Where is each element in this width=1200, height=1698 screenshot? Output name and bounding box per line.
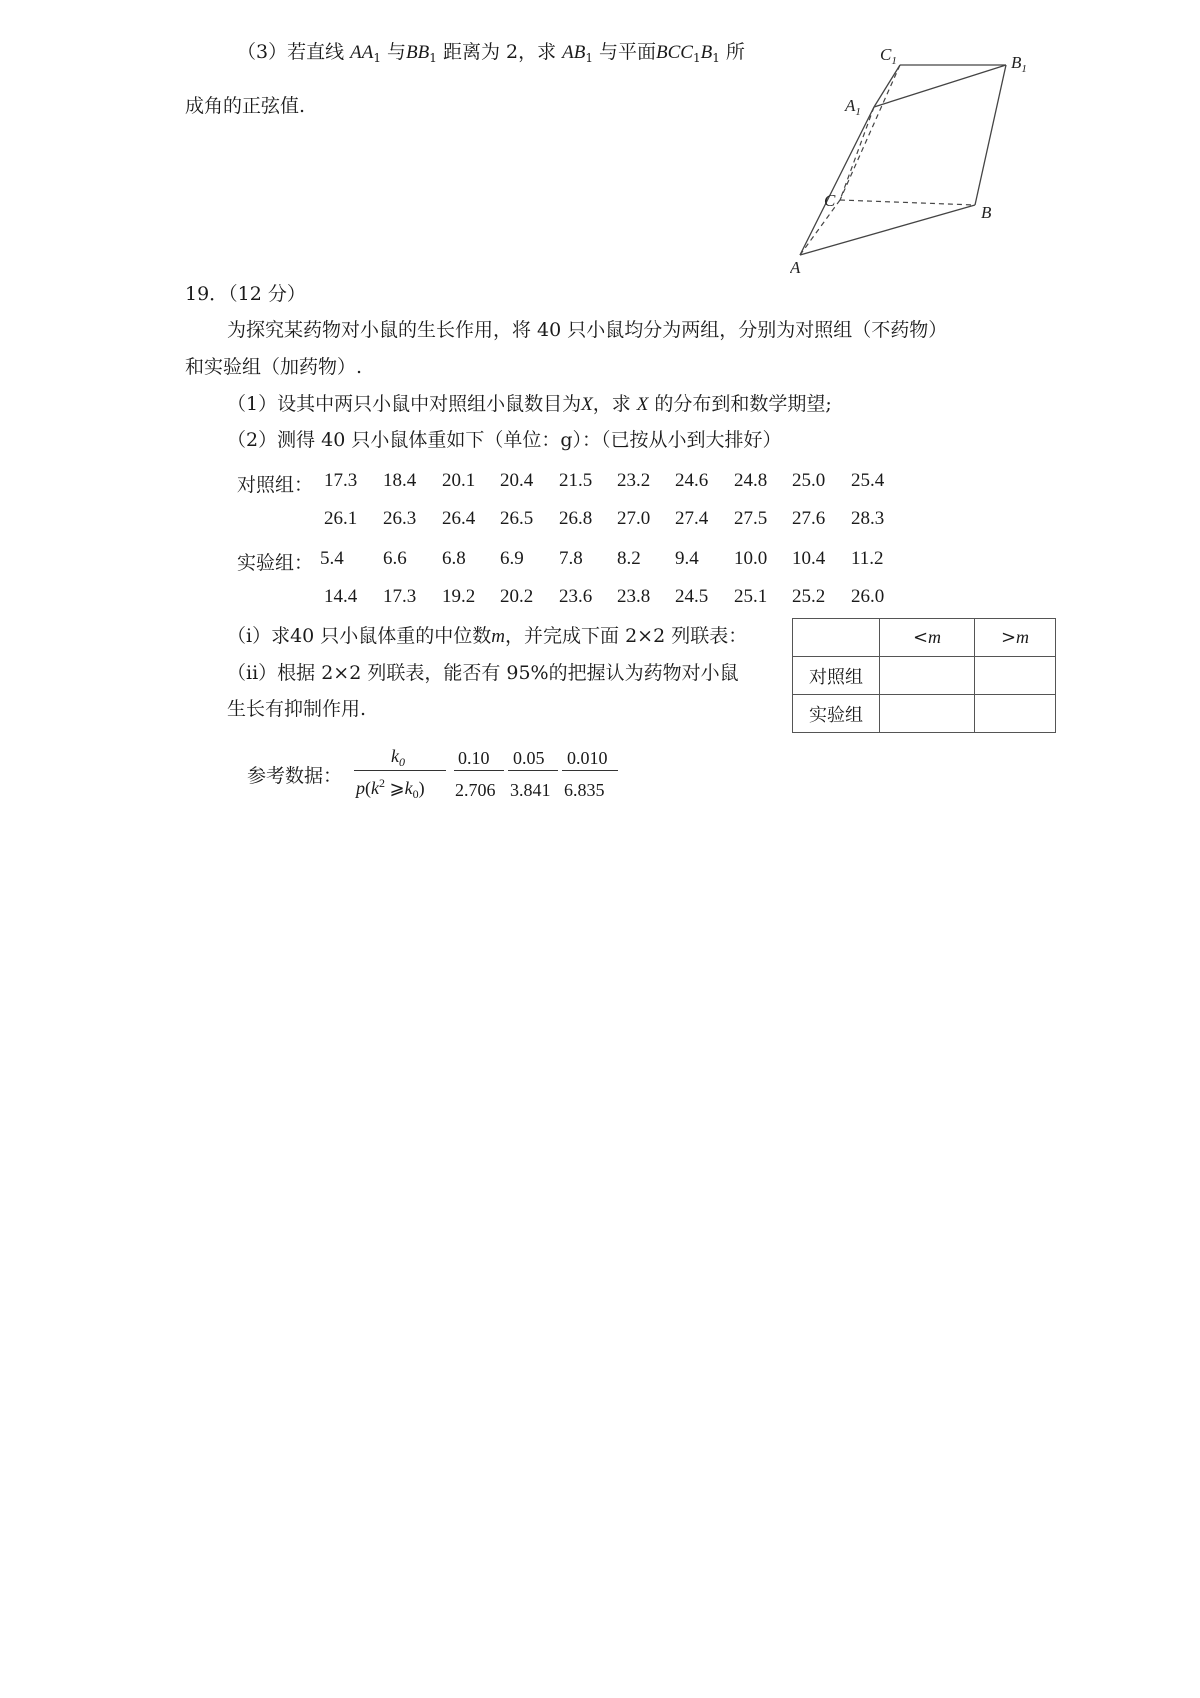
label-c1: $C_1$ [880,45,897,67]
weight-value: 20.4 [500,470,534,491]
table-row-label-experiment: 实验组 [793,695,880,733]
weight-value: 6.6 [383,548,407,569]
edge-a1-b1 [874,65,1006,107]
weight-value: 19.2 [442,586,476,607]
q18-part3-line1: （3）若直线 $AA_1$ 与$BB_1$ 距离为 2，求 $AB_1$ 与平面$BCC_1B_1$ 所 [237,41,745,65]
table-header-greater-than-m: >m [975,619,1056,657]
table-cell-experiment-less [880,695,975,733]
weight-value: 26.1 [324,508,358,529]
weight-value: 8.2 [617,548,641,569]
control-group-label: 对照组： [237,474,314,496]
label-c: C [824,191,836,210]
label-b1: $B_1$ [1011,53,1027,75]
reference-critical-value: 6.835 [564,780,605,800]
q18-part3-line2: 成角的正弦值. [185,95,306,117]
weight-value: 25.1 [734,586,768,607]
edge-a1-c1 [874,65,900,107]
reference-critical-value: 3.841 [510,780,551,800]
reference-rule-1 [454,770,504,771]
reference-alpha: 0.10 [458,748,490,768]
weight-value: 10.0 [734,548,768,569]
weight-value: 26.8 [559,508,593,529]
weight-value: 17.3 [383,586,417,607]
edge-b-b1 [975,65,1006,205]
weight-value: 23.8 [617,586,651,607]
weight-value: 27.0 [617,508,651,529]
weight-value: 27.6 [792,508,826,529]
q19-part2-ii-line2: 生长有抑制作用. [227,698,367,720]
contingency-table [792,618,1056,733]
reference-alpha: 0.05 [513,748,545,768]
weight-value: 23.2 [617,470,651,491]
weight-value: 26.3 [383,508,417,529]
weight-value: 6.9 [500,548,524,569]
weight-value: 7.8 [559,548,583,569]
reference-rule-2 [508,770,558,771]
q19-header: 19．（12 分） [185,283,306,305]
weight-value: 20.1 [442,470,476,491]
prism-figure [790,35,1050,285]
weight-value: 17.3 [324,470,358,491]
edge-a-b [800,205,975,255]
edge-c-b [840,200,975,205]
weight-value: 14.4 [324,586,358,607]
label-b: B [981,203,992,222]
weight-value: 10.4 [792,548,826,569]
q19-part2-ii-line1: （ii）根据 2×2 列联表，能否有 95%的把握认为药物对小鼠 [227,662,739,684]
weight-value: 5.4 [320,548,344,569]
weight-value: 9.4 [675,548,699,569]
table-row-label-control: 对照组 [793,657,880,695]
weight-value: 20.2 [500,586,534,607]
weight-value: 11.2 [851,548,884,569]
weight-value: 24.5 [675,586,709,607]
q19-part2-i: （i）求40 只小鼠体重的中位数m，并完成下面 2×2 列联表： [227,625,748,647]
reference-alpha: 0.010 [567,748,608,768]
table-cell-experiment-greater [975,695,1056,733]
q19-part1: （1）设其中两只小鼠中对照组小鼠数目为X，求 X 的分布到和数学期望; [227,393,832,415]
q19-part2: （2）测得 40 只小鼠体重如下（单位：g）：（已按从小到大排好） [227,429,782,451]
weight-value: 24.8 [734,470,768,491]
weight-value: 21.5 [559,470,593,491]
weight-value: 25.0 [792,470,826,491]
weight-value: 27.5 [734,508,768,529]
edge-a1-c [840,107,874,200]
weight-value: 24.6 [675,470,709,491]
q19-intro-line1: 为探究某药物对小鼠的生长作用，将 40 只小鼠均分为两组，分别为对照组（不药物） [227,319,948,341]
table-cell-control-greater [975,657,1056,695]
weight-value: 23.6 [559,586,593,607]
weight-value: 26.4 [442,508,476,529]
table-cell-control-less [880,657,975,695]
weight-value: 25.2 [792,586,826,607]
edge-c-c1 [840,65,900,200]
reference-rule-3 [562,770,618,771]
reference-p-expression: $p(k^2$ $⩾k_0$) [356,776,425,801]
weight-value: 6.8 [442,548,466,569]
reference-label: 参考数据： [247,765,343,787]
weight-value: 28.3 [851,508,885,529]
weight-value: 26.0 [851,586,885,607]
label-a1: $A_1$ [845,96,861,118]
weight-value: 25.4 [851,470,885,491]
reference-critical-value: 2.706 [455,780,496,800]
label-a: A [790,258,801,277]
weight-value: 26.5 [500,508,534,529]
table-corner [793,619,880,657]
reference-k0: $k_0$ [391,746,405,769]
q19-intro-line2: 和实验组（加药物）. [185,356,363,378]
experiment-group-label: 实验组： [237,552,314,574]
table-header-less-than-m: <m [880,619,975,657]
weight-value: 18.4 [383,470,417,491]
weight-value: 27.4 [675,508,709,529]
reference-rule-k0 [354,770,446,771]
edge-a-a1 [800,107,874,255]
